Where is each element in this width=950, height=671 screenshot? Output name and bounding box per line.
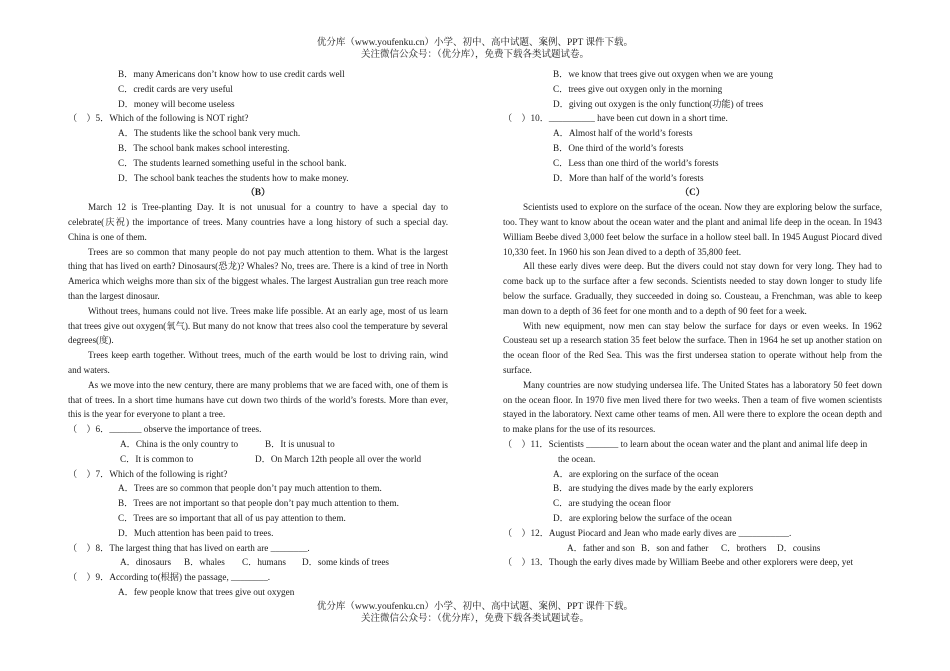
- q11-option-c: C．are studying the ocean floor: [553, 498, 671, 509]
- q4-option-b: B．many Americans don’t know how to use credit cards well: [118, 69, 345, 79]
- q8-option-d: D．some kinds of trees: [302, 557, 390, 568]
- q11-option-d: D．are exploring below the surface of the ocean: [553, 512, 732, 523]
- q12-option-d: D．cousins: [777, 542, 821, 553]
- q4-option-d: D．money will become useless: [118, 98, 235, 109]
- passage-b-paragraph: Trees keep earth together. Without trees, much of the earth would be lost to driving rain, wind and waters.: [68, 350, 448, 375]
- section-c-heading: （C）: [679, 187, 705, 198]
- q7-option-b: B．Trees are not important so that people don’t pay much attention to them.: [118, 498, 399, 509]
- q8-option-a: A．dinosaurs: [120, 557, 172, 568]
- q8-option-b: B．whales: [184, 557, 225, 568]
- left-column: [68, 67, 448, 600]
- passage-b-paragraph: Trees are so common that many people do not pay much attention to them. What is the largest thing that has lived on earth? Dinosaurs(恐龙)? Whales? No, trees are. There is a kind of tree in North America which weighs more than six of the biggest whales. The largest Australian gun tree reach more than the largest dinosaur.: [68, 246, 448, 301]
- question-8: （ ）8．The largest thing that has lived on earth are ________.: [68, 542, 310, 553]
- q10-option-b: B．One third of the world’s forests: [553, 142, 684, 153]
- question-5: （ ）5．Which of the following is NOT right?: [68, 113, 249, 124]
- footer-line-1: 优分库（www.youfenku.cn）小学、初中、高中试题、案例、PPT 课件下载。: [316, 602, 634, 612]
- question-10: （ ）10．__________ have been cut down in a short time.: [503, 113, 728, 124]
- header-line-1: 优分库（www.youfenku.cn）小学、初中、高中试题、案例、PPT 课件下载。: [316, 38, 634, 48]
- question-13: （ ）13．Though the early dives made by William Beebe and other explorers were deep, yet: [503, 557, 854, 568]
- passage-c-paragraph: Many countries are now studying undersea life. The United States has a laboratory 50 feet down on the ocean floor. In 1970 five men lived there for two weeks. Then a team of five women scientists stayed in the laboratory. Next came other teams of men. All were there to explore the ocean depth and to make plans for the use of its resources.: [503, 379, 882, 435]
- header-line-2: 关注微信公众号：（优分库），免费下载各类试题试卷。: [360, 50, 589, 60]
- q12-option-a: A．father and son: [567, 542, 635, 553]
- passage-c-paragraph: With new equipment, now men can stay below the surface for days or even weeks. In 1962 Cousteau set up a research station 35 feet below the surface. Then in 1964 he set up another station on the ocean floor of the Red Sea. This was the first undersea station to operate without help from the surface.: [503, 320, 882, 375]
- q7-option-c: C．Trees are so important that all of us pay attention to them.: [118, 512, 346, 523]
- passage-c: [503, 200, 882, 437]
- passage-b-paragraph: March 12 is Tree-planting Day. It is not unusual for a country to have a special day to celebrate(庆祝) the importance of trees. Many countries have a long history of such a special day. China is one of them.: [68, 202, 448, 242]
- q4-option-c: C．credit cards are very useful: [118, 83, 233, 94]
- q9-option-c: C．trees give out oxygen only in the morning: [553, 83, 723, 94]
- passage-b: [68, 200, 448, 422]
- q8-options-row: [68, 555, 448, 570]
- q10-option-a: A．Almost half of the world’s forests: [553, 128, 693, 139]
- q5-option-c: C．The students learned something useful in the school bank.: [118, 157, 347, 168]
- right-column: [503, 67, 882, 570]
- q11-continuation: the ocean.: [558, 453, 596, 464]
- q5-option-b: B．The school bank makes school interesting.: [118, 142, 290, 153]
- q12-options-row: [503, 541, 882, 556]
- passage-b-paragraph: Without trees, humans could not live. Trees make life possible. At an early age, most of us learn that trees give out oxygen(氧气). But many do not know that trees also cool the temperature by several degrees(度).: [68, 305, 448, 346]
- q7-option-d: D．Much attention has been paid to trees.: [118, 527, 274, 538]
- passage-c-paragraph: All these early dives were deep. But the divers could not stay down for very long. They had to come back up to the surface after a few seconds. Scientists needed to stay down longer to study life below the surface. Gradually, they succeeded in doing so. Cousteau, a Frenchman, was able to keep man down to a depth of 36 feet for one month and to a depth of 90 feet for a week.: [503, 261, 882, 316]
- q10-option-c: C．Less than one third of the world’s forests: [553, 157, 719, 168]
- q10-option-d: D．More than half of the world’s forests: [553, 172, 704, 183]
- q6-options-row-2: [68, 452, 448, 467]
- q9-option-b: B．we know that trees give out oxygen when we are young: [553, 69, 773, 79]
- q8-option-c: C．humans: [242, 557, 286, 568]
- page-header: [0, 37, 950, 61]
- q9-option-d: D．giving out oxygen is the only function(功能) of trees: [553, 98, 764, 109]
- question-9: （ ）9．According to(根据) the passage, ________.: [68, 572, 271, 583]
- question-11: （ ）11．Scientists _______ to learn about the ocean water and the plant and animal life deep in: [503, 438, 868, 449]
- page-footer: [0, 601, 950, 625]
- q5-option-d: D．The school bank teaches the students how to make money.: [118, 172, 349, 183]
- footer-line-2: 关注微信公众号：（优分库），免费下载各类试题试卷。: [360, 614, 589, 624]
- question-12: （ ）12．August Piocard and Jean who made early dives are ___________.: [503, 527, 792, 538]
- q11-option-a: A．are exploring on the surface of the ocean: [553, 468, 719, 479]
- q12-option-b: B．son and father: [641, 542, 709, 553]
- section-b-heading: （B）: [245, 187, 271, 198]
- q6-option-d: D．On March 12th people all over the world: [255, 453, 422, 464]
- q12-option-c: C．brothers: [721, 542, 767, 553]
- q11-option-b: B．are studying the dives made by the early explorers: [553, 483, 754, 494]
- q6-options-row-1: [68, 437, 448, 452]
- q6-option-c: C．It is common to: [120, 453, 194, 464]
- q7-option-a: A．Trees are so common that people don’t pay much attention to them.: [118, 483, 382, 494]
- q6-option-a: A．China is the only country to: [120, 438, 239, 449]
- passage-c-paragraph: Scientists used to explore on the surface of the ocean. Now they are exploring below the surface, too. They want to know about the ocean water and the plant and animal life deep in the ocean. In 1943 William Beebe dived 3,000 feet below the surface in a hollow steel ball. In 1945 August Piocard dived 10,330 feet. In 1960 his son Jean dived to a depth of 35,800 feet.: [503, 202, 882, 257]
- q9-option-a: A．few people know that trees give out oxygen: [118, 586, 295, 597]
- question-6: （ ）6．_______ observe the importance of trees.: [68, 424, 262, 435]
- q6-option-b: B．It is unusual to: [265, 438, 335, 449]
- passage-b-paragraph: As we move into the new century, there are many problems that we are faced with, one of them is that of trees. In a short time humans have cut down two thirds of the world’s forests. More than ever, this is the year for everyone to plant a tree.: [68, 379, 448, 420]
- q5-option-a: A．The students like the school bank very much.: [118, 128, 301, 139]
- question-7: （ ）7．Which of the following is right?: [68, 468, 228, 479]
